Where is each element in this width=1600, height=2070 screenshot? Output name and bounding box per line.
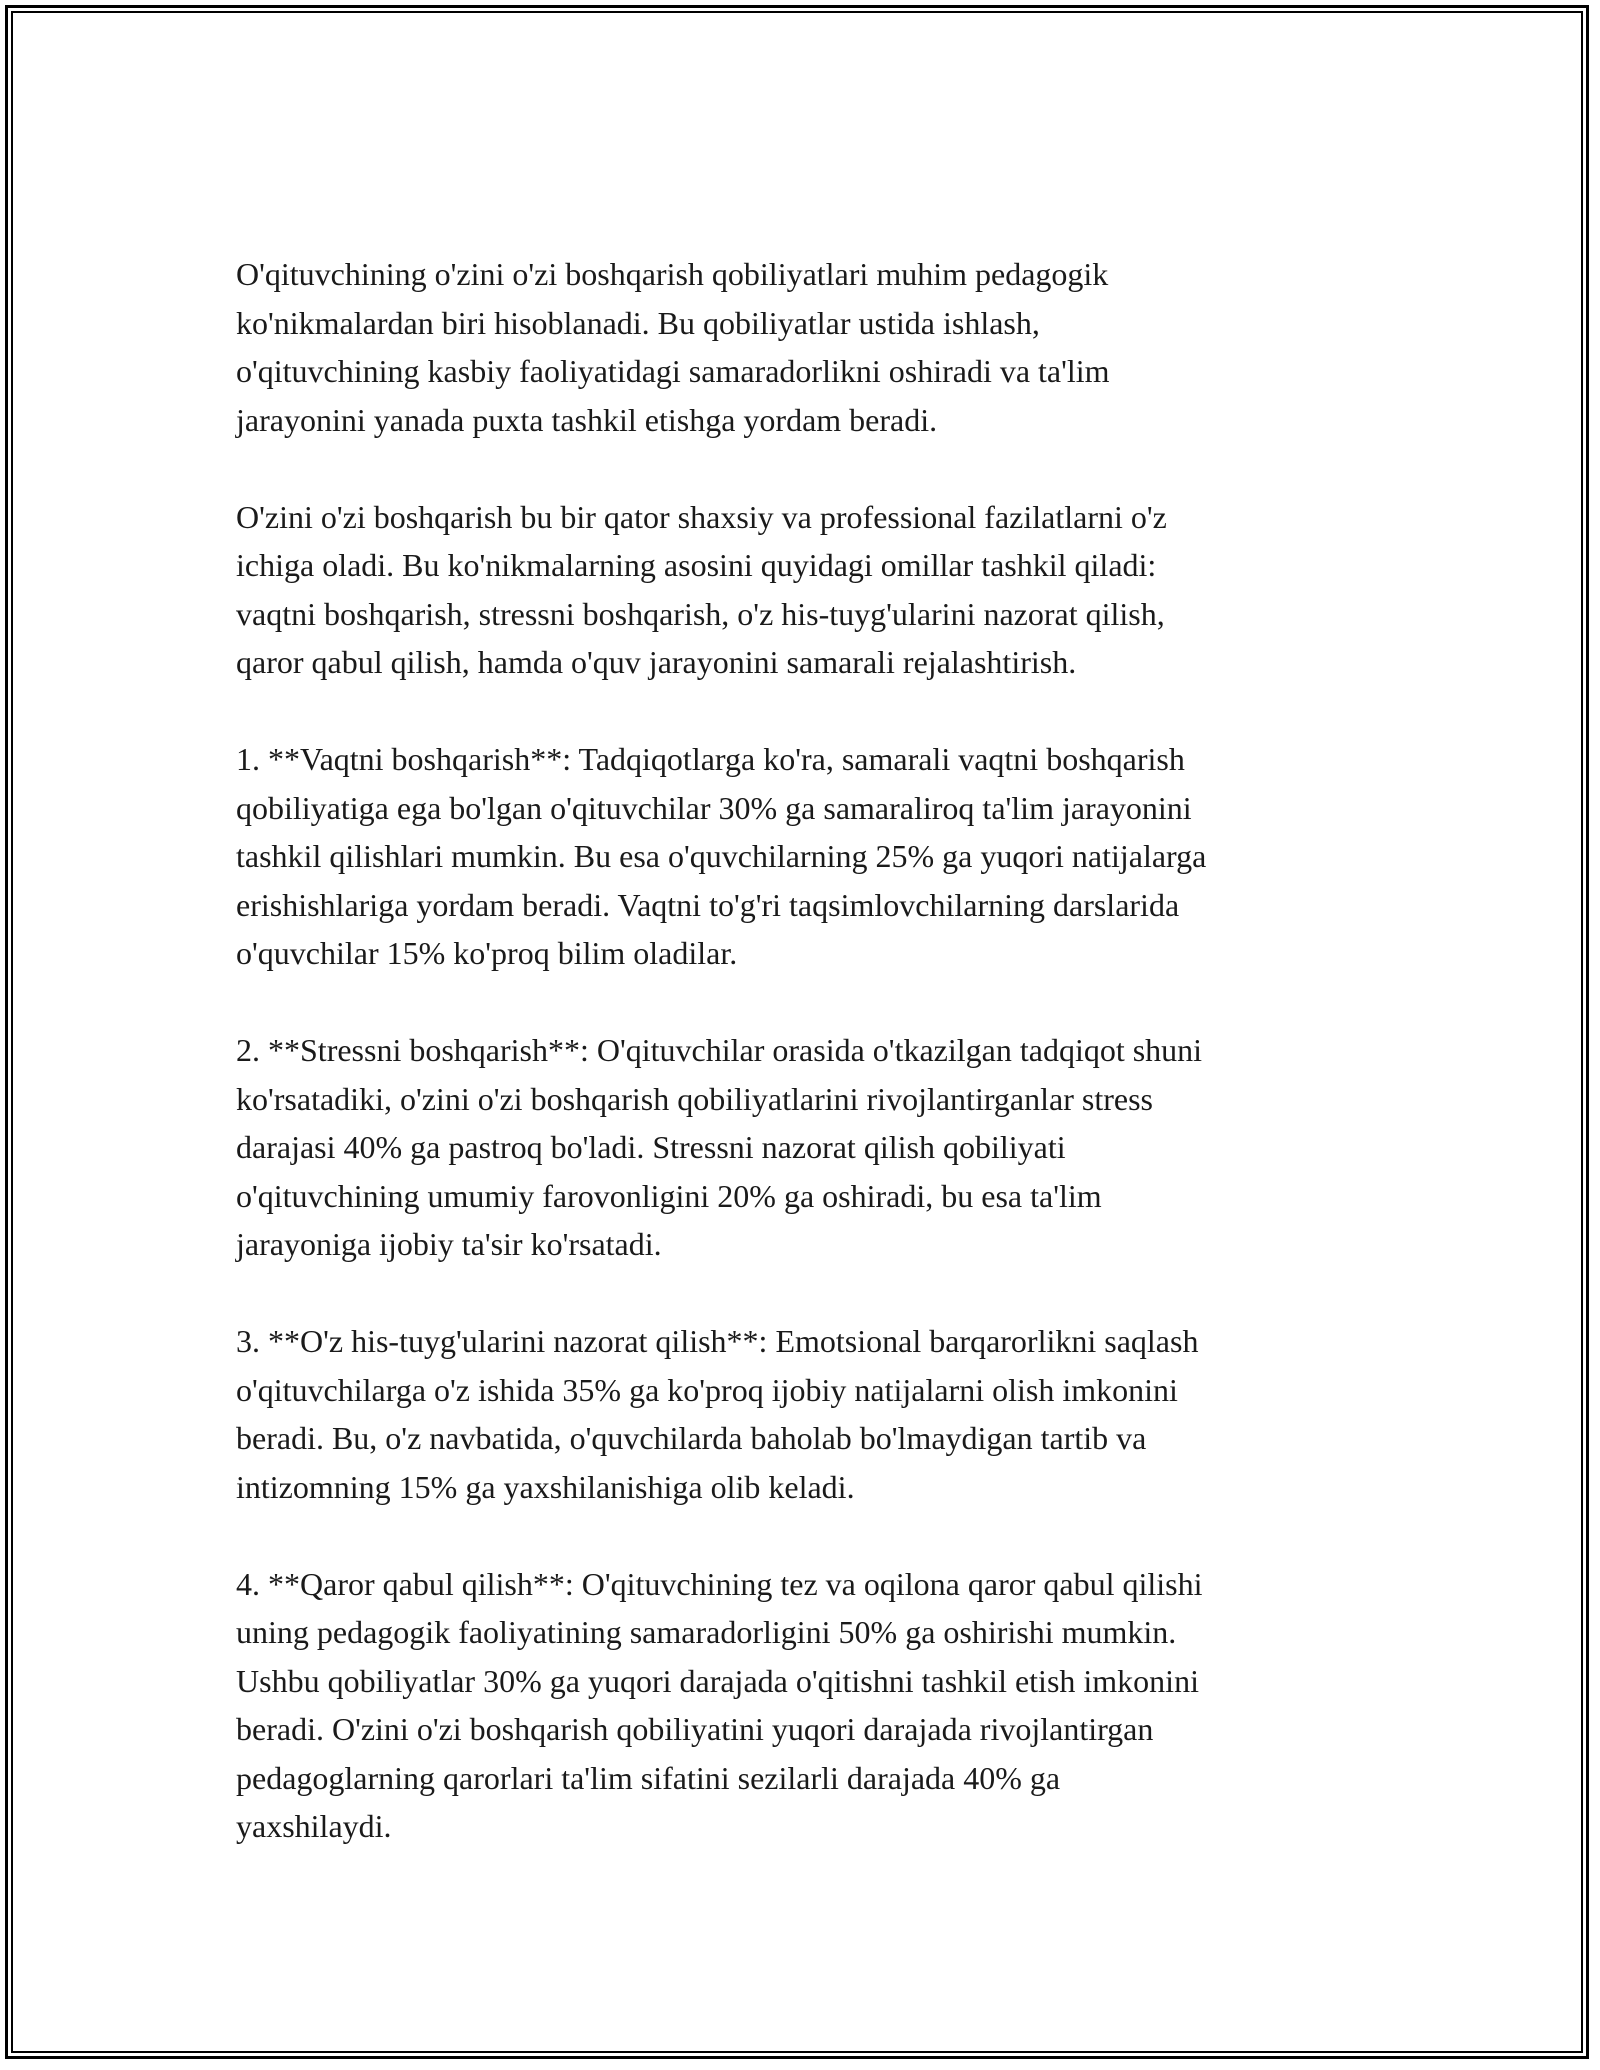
- decision-making-paragraph: 4. **Qaror qabul qilish**: O'qituvchining tez va oqilona qaror qabul qilishi uning pedagogik faoliyatining samaradorligini 50% ga oshirishi mumkin. Ushbu qobiliyatlar 30% ga yuqori darajada o'qitishni tashkil etish imkonini beradi. O'zini o'zi boshqarish qobiliyatini yuqori darajada rivojlantirgan pedagoglarning qarorlari ta'lim sifatini sezilarli darajada 40% ga yaxshilaydi.: [236, 1565, 1203, 1844]
- time-management-paragraph: 1. **Vaqtni boshqarish**: Tadqiqotlarga ko'ra, samarali vaqtni boshqarish qobiliyatiga ega bo'lgan o'qituvchilar 30% ga samaraliroq ta'lim jarayonini tashkil qilishlari mumkin. Bu esa o'quvchilarning 25% ga yuqori natijalarga erishishlariga yordam beradi. Vaqtni to'g'ri taqsimlovchilarning darslarida o'quvchilar 15% ko'proq bilim oladilar.: [236, 741, 1207, 971]
- document-body: [236, 250, 1366, 1851]
- self-management-paragraph: O'zini o'zi boshqarish bu bir qator shaxsiy va professional fazilatlarni o'z ichiga oladi. Bu ko'nikmalarning asosini quyidagi omillar tashkil qiladi: vaqtni boshqarish, stressni boshqarish, o'z his-tuyg'ularini nazorat qilish, qaror qabul qilish, hamda o'quv jarayonini samarali rejalashtirish.: [236, 498, 1167, 680]
- intro-paragraph: O'qituvchining o'zini o'zi boshqarish qobiliyatlari muhim pedagogik ko'nikmalardan biri hisoblanadi. Bu qobiliyatlar ustida ishlash, o'qituvchining kasbiy faoliyatidagi samaradorlikni oshiradi va ta'lim jarayonini yanada puxta tashkil etishga yordam beradi.: [236, 256, 1110, 438]
- stress-management-paragraph: 2. **Stressni boshqarish**: O'qituvchilar orasida o'tkazilgan tadqiqot shuni ko'rsatadiki, o'zini o'zi boshqarish qobiliyatlarini rivojlantirganlar stress darajasi 40% ga pastroq bo'ladi. Stressni nazorat qilish qobiliyati o'qituvchining umumiy farovonligini 20% ga oshiradi, bu esa ta'lim jarayoniga ijobiy ta'sir ko'rsatadi.: [236, 1032, 1203, 1262]
- emotion-control-paragraph: 3. **O'z his-tuyg'ularini nazorat qilish**: Emotsional barqarorlikni saqlash o'qituvchilarga o'z ishida 35% ga ko'proq ijobiy natijalarni olish imkonini beradi. Bu, o'z navbatida, o'quvchilarda baholab bo'lmaydigan tartib va intizomning 15% ga yaxshilanishiga olib keladi.: [236, 1323, 1199, 1505]
